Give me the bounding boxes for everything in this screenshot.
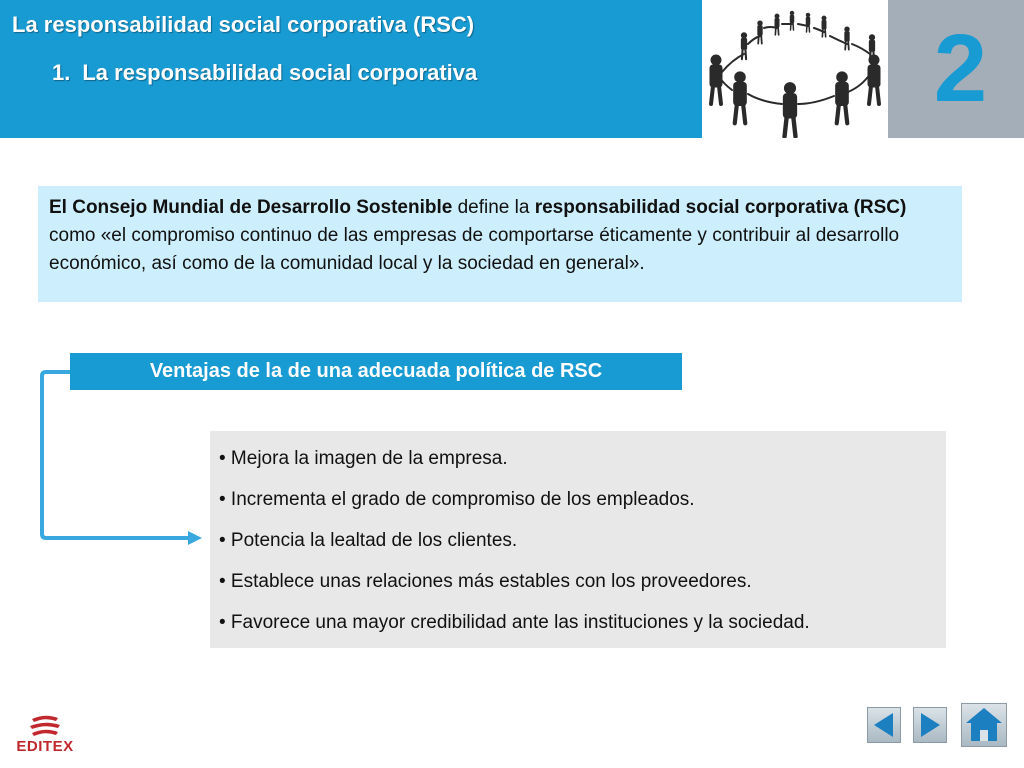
previous-arrow-icon[interactable]: [867, 707, 901, 743]
section-title-text: La responsabilidad social corporativa: [82, 60, 478, 85]
next-arrow-icon[interactable]: [913, 707, 947, 743]
chapter-badge: [888, 0, 1024, 138]
page-title: La responsabilidad social corporativa (RSC): [12, 12, 475, 37]
advantages-list: [210, 431, 946, 648]
list-item: • Mejora la imagen de la empresa.: [219, 448, 508, 469]
editex-logo: [10, 712, 80, 760]
editex-logo-icon: [10, 712, 80, 740]
definition-term: responsabilidad social corporativa (RSC): [534, 197, 907, 218]
people-circle-photo: [702, 0, 888, 138]
section-number: 1.: [52, 60, 71, 85]
header-bar: [0, 0, 702, 138]
people-circle-illustration: [702, 0, 888, 138]
connector-arrow-icon: [36, 362, 212, 552]
home-icon[interactable]: [961, 703, 1007, 747]
list-item: • Establece unas relaciones más estables con los proveedores.: [219, 571, 752, 592]
chapter-number: 2: [933, 15, 988, 122]
logo-text: EDITEX: [16, 738, 74, 755]
list-item: • Favorece una mayor credibilidad ante las instituciones y la sociedad.: [219, 612, 810, 633]
definition-text: como «el compromiso continuo de las empresas de comportarse éticamente y contribuir al desarrollo económico, así como de la comunidad local y la sociedad en general».: [49, 225, 900, 274]
list-item: • Potencia la lealtad de los clientes.: [219, 530, 518, 551]
definition-subject: El Consejo Mundial de Desarrollo Sostenible: [49, 197, 453, 218]
section-title: [52, 60, 477, 86]
definition-box: [38, 186, 962, 302]
list-item: • Incrementa el grado de compromiso de los empleados.: [219, 489, 695, 510]
advantages-title: Ventajas de la de una adecuada política de RSC: [70, 353, 682, 390]
definition-connector: define la: [452, 197, 535, 218]
